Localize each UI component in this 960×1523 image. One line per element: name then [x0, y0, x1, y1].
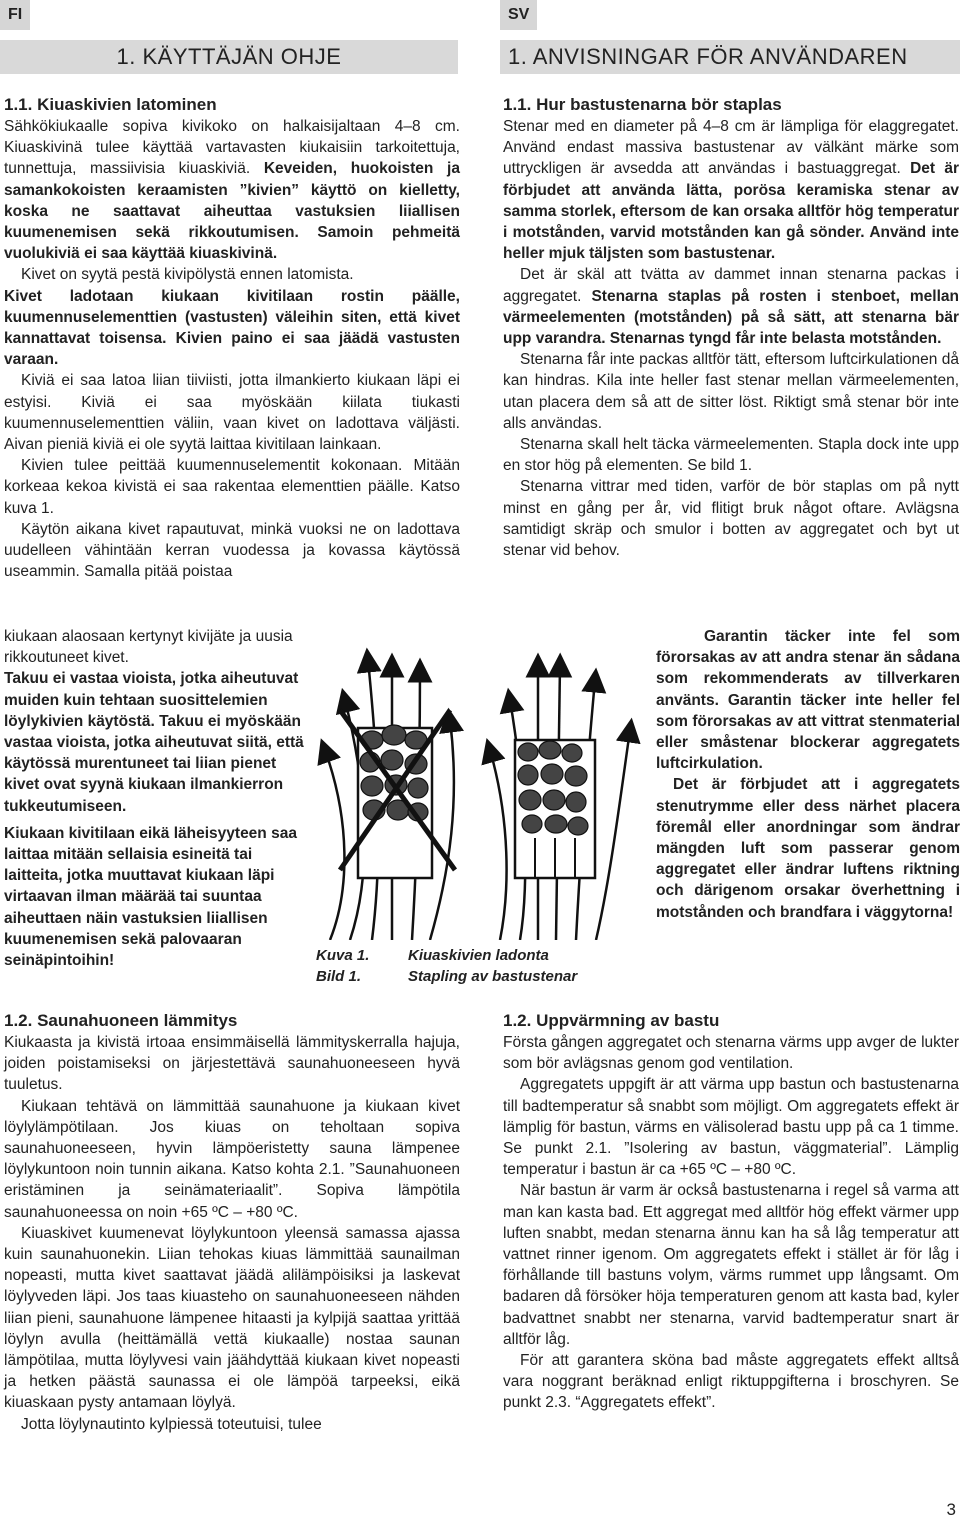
sv-section-1: [503, 94, 959, 561]
fi-warning-1: Takuu ei vastaa vioista, jotka aiheutuvat muiden kuin tehtaan suosittelemien löylykivien käytöstä. Takuu ei myöskään vastaa vioista, jotka aiheutuvat siitä, että käytössä murentuneet tai liian pienet kivet ovat syynä kiukaan ilmankierron tukkeutumiseen.: [4, 670, 304, 815]
page-number: 3: [946, 1500, 956, 1519]
figure-1: [310, 640, 650, 940]
sv-paragraph-2-text: Det är skäl att tvätta av dammet innan stenarna packas i aggregatet.: [503, 266, 959, 305]
sv-section-2-heading: 1.2. Uppvärmning av bastu: [503, 1011, 720, 1030]
page-title-sv: [500, 40, 960, 74]
fi-section-1-heading: 1.1. Kiuaskivien latominen: [4, 95, 217, 114]
fi-section-1: [4, 94, 460, 582]
sv-warning-1: Garantin täcker inte fel som förorsakas av att andra stenar än sådana som rekommenderats av tillverkaren använts. Garantin täcker inte heller fel som förorsakas av att vittrat stenmaterial eller småstenar blockerar aggregatets luftcirkulation.: [656, 628, 960, 773]
sv-section-1-heading: 1.1. Hur bastustenarna bör staplas: [503, 95, 782, 114]
sv-section-1-narrow: [656, 626, 960, 923]
fi-paragraph-5: Käytön aikana kivet rapautuvat, minkä vuoksi ne on ladottava uudelleen vähintään kerran vuodessa ja kovassa käytössä useammin. Samalla pitää poistaa: [4, 520, 460, 581]
sv-paragraph-1: [503, 116, 959, 264]
fi-paragraph-3: Kiviä ei saa latoa liian tiiviisti, jotta ilmankierto kiukaan läpi ei estyisi. Kiviä ei saa myöskään kiilata tiukasti kuumennuselementtien väliin, vaan kivet on ladottava väljästi. Aivan pieniä kiviä ei ole syytä laittaa kivitilaan lainkaan.: [4, 372, 460, 454]
language-tag-sv: SV: [500, 0, 537, 30]
sv-paragraph-4: Stenarna skall helt täcka värmeelementen. Stapla dock inte upp en stor hög på elementen. Se bild 1.: [503, 436, 959, 475]
fi-paragraph-1: [4, 116, 460, 264]
sv-paragraph-1-bold: Det är förbjudet att använda lätta, porösa keramiska stenar av samma storlek, eftersom de kan orsaka alltför hög temperatur i motstånden, varvid motstånden kan gå sönder. Använd inte heller mjuk täljsten som bastustenar.: [503, 160, 960, 263]
fi-paragraph-1-bold: Keveiden, huokoisten ja samankokoisten keraamisten ”kivien” käyttö on kielletty, koska ne saattavat aiheuttaa vastuksien liiallisen kuumenemisen sekä rikkoutumisen. Samoin pehmeitä vuolukiviä ei saa käyttää kiuaskivinä.: [4, 160, 460, 263]
fi-paragraph-1-text: Sähkökiukaalle sopiva kivikoko on halkaisijaltaan 4–8 cm. Kiuaskivinä tulee käyttää vartavasten kiukaisiin tarkoitettuja, tunnettuja, massiivisia kiuaskiviä.: [4, 118, 460, 178]
fi-section-1-narrow: [4, 626, 304, 971]
sv-warning-2: Det är förbjudet att i aggregatets stenutrymme eller dess närhet placera föremål eller anordningar som ändrar mängden luft som passerar genom aggregatet eller ändrar luftens riktning och därigenom orsakar överhettning i motstånden och brandfara i väggytorna!: [656, 776, 960, 921]
figure-caption-sv: Stapling av bastustenar: [408, 968, 578, 985]
sv-paragraph-2: [503, 264, 959, 349]
fi-s2-paragraph-2: Kiukaan tehtävä on lämmittää saunahuone ja kiukaan kivet löylylämpötilaan. Jos kiuas on teholtaan sopiva saunahuoneeseen, hyvin lämpöeristetty sauna lämpenee löylykuntoon noin tunnin aikana. Katso kohta 2.1. ”Saunahuoneen eristäminen ja seinämateriaalit”. Sopiva lämpötila saunahuoneessa on noin +65 ºC – +80 ºC.: [4, 1097, 460, 1221]
sv-section-2: [503, 1010, 959, 1414]
page-title-fi-text: 1. KÄYTTÄJÄN OHJE: [116, 44, 342, 69]
fi-paragraph-4: Kivien tulee peittää kuumennuselementit kokonaan. Mitään korkeaa kekoa kivistä ei saa rakentaa elementtien päälle. Katso kuva 1.: [4, 457, 460, 517]
stone-stacking-illustration: [310, 640, 650, 940]
figure-caption-fi: Kiuaskivien ladonta: [408, 947, 549, 964]
sv-paragraph-5: Stenarna vittrar med tiden, varför de bör staplas om på nytt minst en gång per år, vid flitigt bruk något oftare. Avlägsna samtidigt skräp och smulor i botten av aggregatet och byt ut stenar vid behov.: [503, 478, 959, 560]
fi-s2-paragraph-1: Kiukaasta ja kivistä irtoaa ensimmäisellä lämmityskerralla hajuja, joiden poistamiseksi on järjestettävä saunahuoneeseen hyvä tuuletus.: [4, 1034, 460, 1094]
page-title-fi: [0, 40, 458, 74]
sv-s2-paragraph-3: När bastun är varm är också bastustenarna i regel så varma att man kan kasta bad. Ett aggregat med alltför hög effekt värmer upp luften snabbt, medan stenarna ännu kan ha så låg temperatur att vattnet rinner igenom. Om aggregatets effekt i stället är för låg i förhållande till bastuns volym, värms rummet upp långsamt. Om badaren då försöker höja temperaturen genom att kasta bad, kyler badvattnet snabbt ner stenarna, varvid badtemperatur snart är alltför låg.: [503, 1182, 959, 1348]
page-title-sv-text: 1. ANVISNINGAR FÖR ANVÄNDAREN: [508, 44, 908, 69]
sv-s2-paragraph-4: För att garantera sköna bad måste aggregatets effekt alltså vara noggrant beräknad enligt riktuppgifterna i broschyren. Se punkt 2.3. “Aggregatets effekt”.: [503, 1352, 959, 1412]
sv-paragraph-2-bold: Stenarna staplas på rosten i stenboet, mellan värmeelementen (motstånden) på så sätt, att stenarna bär upp varandra. Stenarnas tyngd får inte belasta motstånden.: [503, 287, 959, 348]
fi-section-2: [4, 1010, 460, 1435]
fi-section-2-heading: 1.2. Saunahuoneen lämmitys: [4, 1011, 238, 1030]
sv-s2-paragraph-2: Aggregatets uppgift är att värma upp bastun och bastustenarna till badtemperatur så snabbt som möjligt. Om aggregatets effekt är lämplig för bastun, värms en välisolerad bastu upp på ca 1 timme. Se punkt 2.1. ”Isolering av bastun, väggmaterial”. Lämplig temperatur i bastun är ca +65 ºC – +80 ºC.: [503, 1076, 959, 1179]
fi-s2-paragraph-3: Kiuaskivet kuumenevat löylykuntoon yleensä samassa ajassa kuin saunahuonekin. Liian tehokas kiuas lämmittää saunailman nopeasti, mutta kivet saattavat jäädä alilämpöisiksi ja laskevat löylyveden läpi. Jos taas kiuasteho on saunahuoneeseen nähden liian pieni, saunahuone lämpenee hitaasti ja kylpijä saattaa yrittää löylyn avulla (heittämällä vettä kiukaalle) nostaa saunan lämpötilaa, mutta löylyvesi vain jäähdyttää kiukaan kivet nopeasti ja hetken päästä saunassa ei ole lämpöä tarpeeksi, eikä kiuaskaan pysty antamaan löylyä.: [4, 1224, 460, 1412]
sv-s2-paragraph-1: Första gången aggregatet och stenarna värms upp avger de lukter som bör avlägsnas genom god ventilation.: [503, 1034, 959, 1073]
figure-label-fi: Kuva 1.: [316, 947, 370, 964]
fi-paragraph-2-text: Kivet on syytä pestä kivipölystä ennen latomista.: [21, 266, 354, 284]
fi-paragraph-2-bold: Kivet ladotaan kiukaan kivitilaan rostin päälle, kuumennuselementtien (vastusten) väleihin siten, että kivet kannattavat toisensa. Kivien paino ei saa jäädä vastusten varaan.: [4, 287, 460, 369]
fi-warning-2: Kiukaan kivitilaan eikä läheisyyteen saa laittaa mitään sellaisia esineitä tai laitteita, jotka muuttavat kiukaan läpi virtaavan ilman määrää tai suuntaa aiheuttaen näin vastuksien liiallisen kuumenemisen sekä palovaaran seinäpintoihin!: [4, 824, 297, 970]
sv-paragraph-3: Stenarna får inte packas alltför tätt, eftersom luftcirkulationen då kan hindras. Kila inte heller fast stenar mellan värmeelementen, utan placera dem så att de sitter löst. Riktigt små stenar bör inte alls användas.: [503, 351, 959, 432]
sv-paragraph-1-text: Stenar med en diameter på 4–8 cm är lämpliga för elaggregatet. Använd endast massiva bastustenar av välkänt märke som uttryckligen är avsedda att användas i bastuaggregat.: [503, 118, 959, 178]
fi-s2-paragraph-4: Jotta löylynautinto kylpiessä toteutuisi, tulee: [21, 1415, 322, 1433]
language-tag-fi: FI: [0, 0, 30, 30]
fi-paragraph-2: [4, 264, 460, 285]
figure-caption: [408, 945, 577, 987]
figure-label: [316, 945, 369, 987]
figure-label-sv: Bild 1.: [316, 968, 362, 985]
fi-paragraph-5b: kiukaan alaosaan kertynyt kivijäte ja uusia rikkoutuneet kivet.: [4, 628, 293, 667]
